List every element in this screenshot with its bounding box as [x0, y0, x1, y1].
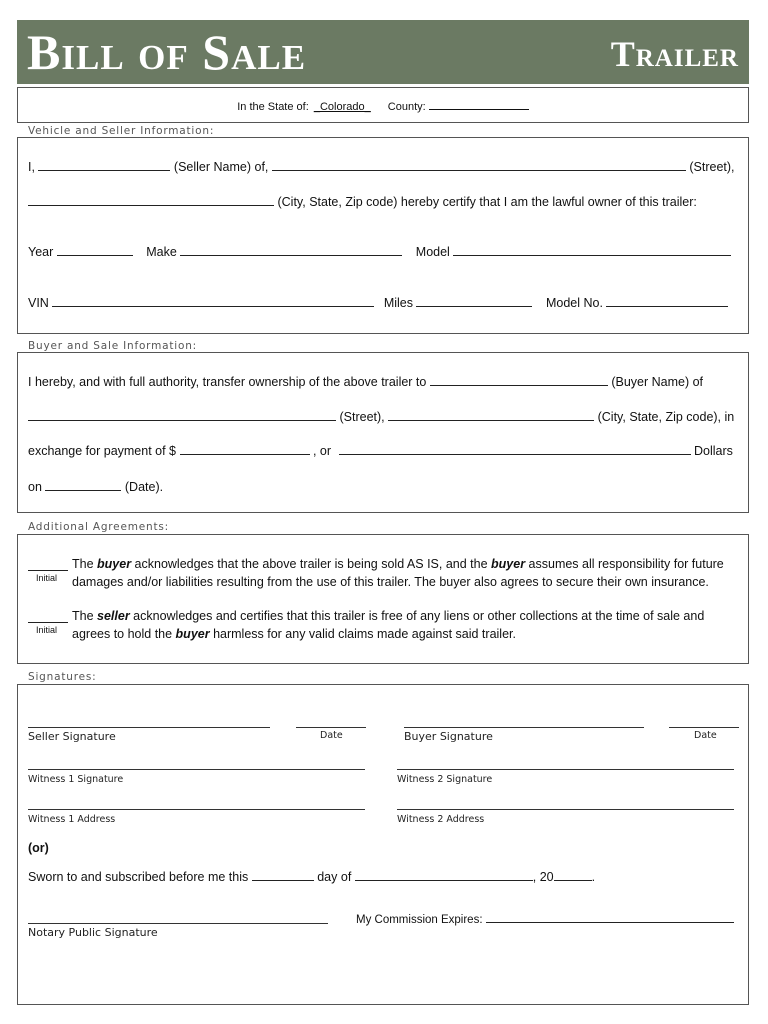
seller-name-field[interactable]	[38, 159, 170, 171]
county-field[interactable]	[429, 100, 529, 110]
seller-street-field[interactable]	[272, 159, 686, 171]
sworn-month-field[interactable]	[355, 869, 533, 881]
buyer-street-label: (Street),	[339, 410, 385, 424]
witness1-address-label: Witness 1 Address	[28, 814, 116, 825]
seller-city-label: (City, State, Zip code) hereby certify that I am the lawful owner of this trailer:	[277, 195, 697, 209]
section-signatures-label: Signatures:	[28, 671, 97, 683]
payment-label: exchange for payment of $	[28, 444, 177, 458]
sale-date-label: (Date).	[124, 480, 164, 494]
state-county-line	[18, 100, 748, 113]
vehicle-row	[28, 244, 731, 259]
twenty-label: , 20	[532, 870, 554, 884]
i-label: I,	[28, 160, 35, 174]
witness1-signature-field[interactable]	[28, 769, 365, 770]
sale-date-field[interactable]	[45, 479, 121, 491]
or-label: (or)	[28, 841, 49, 855]
section-agreements-label: Additional Agreements:	[28, 521, 169, 533]
year-field[interactable]	[57, 244, 133, 256]
seller-signature-label: Seller Signature	[28, 730, 116, 743]
commission-label: My Commission Expires:	[356, 914, 483, 926]
sworn-day-field[interactable]	[252, 869, 314, 881]
document-title: Bill of Sale	[27, 24, 307, 80]
buyer-date-field[interactable]	[669, 727, 739, 728]
witness2-address-field[interactable]	[397, 809, 734, 810]
buyer-city-field[interactable]	[388, 409, 594, 421]
buyer-signature-label: Buyer Signature	[404, 730, 493, 743]
seller-row	[28, 159, 735, 174]
seller-signature-field[interactable]	[28, 727, 270, 728]
seller-date-field[interactable]	[296, 727, 366, 728]
seller-street-label: (Street),	[689, 160, 735, 174]
sworn-row	[28, 869, 595, 884]
witness1-signature-label: Witness 1 Signature	[28, 774, 124, 785]
seller-city-field[interactable]	[28, 194, 274, 206]
dollars-label: Dollars	[694, 444, 733, 458]
payment-words-field[interactable]	[339, 443, 691, 455]
sworn-year-field[interactable]	[554, 869, 592, 881]
notary-signature-label: Notary Public Signature	[28, 926, 158, 939]
model-label: Model	[415, 245, 450, 259]
buyer-name-label: (Buyer Name) of	[611, 375, 704, 389]
agreement-item-buyer	[28, 555, 738, 595]
transfer-row	[28, 374, 703, 389]
make-field[interactable]	[180, 244, 402, 256]
witness1-address-field[interactable]	[28, 809, 365, 810]
vin-label: VIN	[28, 296, 49, 310]
transfer-text: I hereby, and with full authority, transfer ownership of the above trailer to	[28, 375, 427, 389]
document-header	[17, 20, 749, 84]
buyer-city-label: (City, State, Zip code), in	[597, 410, 735, 424]
seller-name-label: (Seller Name) of,	[173, 160, 269, 174]
model-no-field[interactable]	[606, 295, 728, 307]
state-value[interactable]: _Colorado_	[313, 101, 371, 113]
seller-date-label: Date	[320, 730, 343, 741]
sale-date-row	[28, 479, 163, 494]
buyer-address-row	[28, 409, 734, 424]
county-label: County:	[387, 101, 426, 113]
agreement-text: The buyer acknowledges that the above trailer is being sold AS IS, and the buyer assumes all responsibility for future damages and/or liabilities resulting from the use of this trailer. The buyer also agrees to secure their own insurance.	[72, 557, 724, 589]
notary-signature-field[interactable]	[28, 923, 328, 924]
section-buyer-label: Buyer and Sale Information:	[28, 340, 198, 352]
agreements-box	[17, 534, 749, 664]
model-field[interactable]	[453, 244, 731, 256]
document-subtitle: Trailer	[610, 34, 739, 74]
section-vehicle-label: Vehicle and Seller Information:	[28, 125, 215, 137]
miles-label: Miles	[383, 296, 413, 310]
initial-label: Initial	[36, 573, 58, 583]
agreement-text: The seller acknowledges and certifies that this trailer is free of any liens or other collections at the time of sale and agrees to hold the buyer harmless for any valid claims made against said trailer.	[72, 609, 705, 641]
state-label: In the State of:	[237, 101, 309, 113]
miles-field[interactable]	[416, 295, 532, 307]
state-county-box	[17, 87, 749, 123]
buyer-date-label: Date	[694, 730, 717, 741]
commission-field[interactable]	[486, 911, 734, 923]
commission-row	[356, 911, 734, 926]
witness2-signature-label: Witness 2 Signature	[397, 774, 493, 785]
buyer-sale-box	[17, 352, 749, 513]
witness2-address-label: Witness 2 Address	[397, 814, 485, 825]
buyer-signature-field[interactable]	[404, 727, 644, 728]
payment-row	[28, 443, 733, 458]
day-of-label: day of	[317, 870, 352, 884]
payment-or-label: , or	[312, 444, 332, 458]
buyer-street-field[interactable]	[28, 409, 336, 421]
sworn-text: Sworn to and subscribed before me this	[28, 870, 249, 884]
agreement-item-seller	[28, 607, 738, 647]
buyer-name-field[interactable]	[430, 374, 608, 386]
vin-row	[28, 295, 728, 310]
signatures-box	[17, 684, 749, 1005]
payment-amount-field[interactable]	[180, 443, 310, 455]
initial-field[interactable]	[28, 613, 68, 623]
witness2-signature-field[interactable]	[397, 769, 734, 770]
seller-city-row	[28, 194, 697, 209]
year-label: Year	[28, 245, 54, 259]
vehicle-seller-box	[17, 137, 749, 334]
model-no-label: Model No.	[545, 296, 603, 310]
vin-field[interactable]	[52, 295, 374, 307]
initial-field[interactable]	[28, 561, 68, 571]
on-label: on	[28, 480, 42, 494]
initial-label: Initial	[36, 625, 58, 635]
period: .	[591, 870, 596, 884]
make-label: Make	[146, 245, 177, 259]
